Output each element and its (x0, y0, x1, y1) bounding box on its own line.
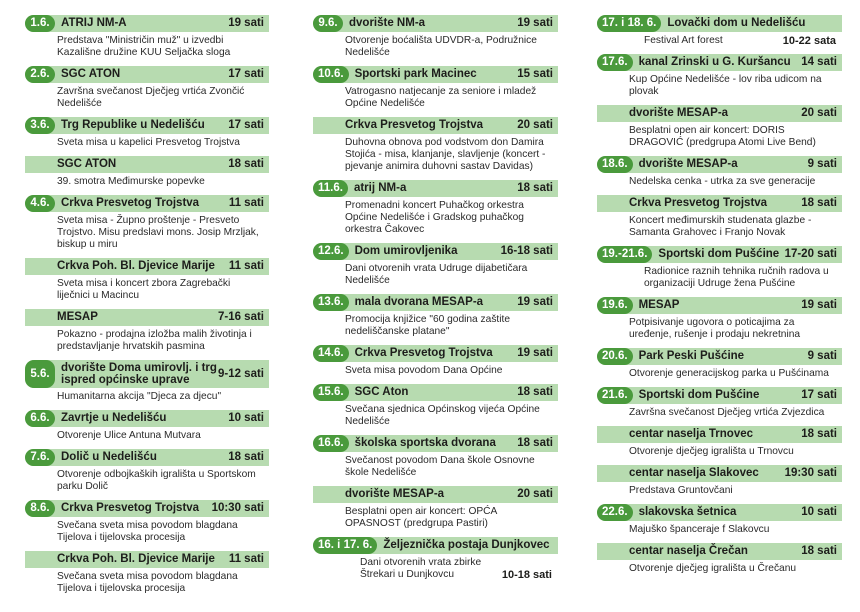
event-location: Crkva Poh. Bl. Djevice Marije (57, 260, 215, 272)
event-entry (313, 435, 558, 481)
event-time: 18 sati (801, 197, 837, 209)
event-entry (313, 66, 558, 112)
event-header (25, 500, 269, 517)
event-header (597, 543, 842, 560)
event-description (25, 427, 269, 444)
event-time: 19 sati (801, 299, 837, 311)
event-description-text: Promenadni koncert Puhačkog orkestra Općine Nedelišće i Gradskog puhačkog orkestra Čakovec (345, 200, 524, 235)
event-description (597, 263, 842, 292)
event-location: ATRIJ NM-A (61, 17, 127, 29)
event-time: 10 sati (801, 506, 837, 518)
event-time: 11 sati (228, 553, 264, 565)
event-header (25, 117, 269, 134)
event-description-text: Završna svečanost Dječjeg vrtića Zvjezdica (629, 407, 825, 418)
event-description (597, 365, 842, 382)
event-time: 19 sati (517, 296, 553, 308)
event-time: 9-12 sati (217, 368, 264, 380)
date-badge: 6.6. (25, 410, 55, 427)
event-description (313, 554, 558, 583)
event-description (25, 275, 269, 304)
event-location: Crkva Presvetog Trojstva (345, 119, 484, 131)
event-description (597, 404, 842, 421)
date-badge: 5.6. (25, 360, 55, 388)
event-location: MESAP (57, 311, 98, 323)
date-badge: 7.6. (25, 449, 55, 466)
event-time: 14 sati (801, 56, 837, 68)
event-description (25, 212, 269, 253)
event-description-text: Predstava Gruntovčani (629, 485, 733, 496)
event-time: 7-16 sati (217, 311, 264, 323)
event-location: Trg Republike u Nedelišću (61, 119, 205, 131)
event-header (25, 66, 269, 83)
event-header (313, 345, 558, 362)
event-header (597, 504, 842, 521)
event-entry (597, 426, 842, 460)
event-description (597, 443, 842, 460)
event-entry (313, 486, 558, 532)
date-badge: 22.6. (597, 504, 633, 521)
event-header (597, 426, 842, 443)
event-entry (597, 156, 842, 190)
event-location: dvorište MESAP-a (345, 488, 445, 500)
event-time: 19 sati (517, 347, 553, 359)
event-description (25, 173, 269, 190)
event-header (597, 105, 842, 122)
event-header (313, 180, 558, 197)
event-description-text: Sveta misa povodom Dana Općine (345, 365, 503, 376)
event-header (25, 15, 269, 32)
event-time: 10-22 sata (782, 35, 836, 47)
event-time: 19 sati (517, 17, 553, 29)
event-header (25, 551, 269, 568)
event-description-text: Duhovna obnova pod vodstvom don Damira Stojića - misa, klanjanje, slavljenje (koncert - pjevanje animira duhovni sastav Davidas) (345, 137, 546, 172)
event-location: SGC Aton (354, 386, 409, 398)
event-entry (25, 500, 269, 546)
event-header (25, 309, 269, 326)
event-time: 9 sati (807, 158, 837, 170)
event-description (313, 32, 558, 61)
event-entry (25, 360, 269, 405)
event-header (597, 54, 842, 71)
event-header (597, 348, 842, 365)
event-entry (25, 117, 269, 151)
event-time: 18 sati (801, 545, 837, 557)
event-time: 19 sati (228, 17, 264, 29)
date-badge: 21.6. (597, 387, 633, 404)
event-entry (25, 195, 269, 253)
event-location: centar naselja Črečan (629, 545, 748, 557)
event-time: 11 sati (228, 197, 264, 209)
event-description-text: Sveta misa u kapelici Presvetog Trojstva (57, 137, 240, 148)
event-description (597, 173, 842, 190)
event-description-text: Otvorenje boćališta UDVDR-a, Podružnice Nedelišće (345, 35, 537, 58)
event-entry (25, 551, 269, 597)
date-badge: 11.6. (313, 180, 348, 197)
date-badge: 16. i 17. 6. (313, 537, 377, 554)
event-location: Sportski park Macinec (354, 68, 477, 80)
event-description-text: Besplatni open air koncert: OPĆA OPASNOST (predgrupa Pastiri) (345, 506, 497, 529)
event-description-text: Završna svečanost Dječjeg vrtića Zvončić Nedelišće (57, 86, 245, 109)
event-entry (25, 410, 269, 444)
event-description-text: Svečana sveta misa povodom blagdana Tijelova i tijelovska procesija (57, 571, 238, 594)
event-header (25, 449, 269, 466)
date-badge: 17.6. (597, 54, 633, 71)
event-entry (25, 66, 269, 112)
event-description-text: Majuško španceraje f Slakovcu (629, 524, 770, 535)
date-badge: 8.6. (25, 500, 55, 517)
event-description (597, 122, 842, 151)
event-location: centar naselja Slakovec (629, 467, 759, 479)
event-description-text: Svečana sveta misa povodom blagdana Tijelova i tijelovska procesija (57, 520, 238, 543)
event-header (313, 435, 558, 452)
event-time: 11 sati (228, 260, 264, 272)
event-description (313, 134, 558, 175)
event-description (25, 83, 269, 112)
event-entry (313, 180, 558, 238)
schedule-column-1 (25, 15, 269, 602)
date-badge: 14.6. (313, 345, 349, 362)
event-entry (597, 54, 842, 100)
event-description (313, 452, 558, 481)
event-description (597, 71, 842, 100)
event-description (25, 517, 269, 546)
event-location: dvorište Doma umirovlj. i trg ispred općinske uprave (61, 362, 217, 386)
event-header (313, 15, 558, 32)
event-time: 18 sati (801, 428, 837, 440)
event-time: 10 sati (228, 412, 264, 424)
event-time: 18 sati (517, 437, 553, 449)
event-entry (313, 15, 558, 61)
event-description-text: Otvorenje dječjeg igrališta u Trnovcu (629, 446, 794, 457)
date-badge: 3.6. (25, 117, 55, 134)
event-description (313, 197, 558, 238)
event-description-text: Dani otvorenih vrata Udruge dijabetičara Nedelišće (345, 263, 528, 286)
event-description-text: Sveta misa i koncert zbora Zagrebački liječnici u Macincu (57, 278, 231, 301)
event-entry (313, 243, 558, 289)
event-description-text: Pokazno - prodajna izložba malih životinja i predstavljanje hrvatskih pasmina (57, 329, 252, 352)
event-header (597, 156, 842, 173)
event-description-text: Radionice raznih tehnika ručnih radova u organizaciji Udruge žena Pušćine (644, 266, 829, 289)
event-description (25, 32, 269, 61)
date-badge: 17. i 18. 6. (597, 15, 661, 32)
event-location: Sportski dom Pušćine (638, 389, 760, 401)
event-entry (597, 543, 842, 577)
schedule-column-3 (597, 15, 842, 582)
date-badge: 15.6. (313, 384, 349, 401)
event-entry (313, 294, 558, 340)
date-badge: 12.6. (313, 243, 349, 260)
event-location: Crkva Presvetog Trojstva (629, 197, 768, 209)
event-time: 20 sati (801, 107, 837, 119)
date-badge: 16.6. (313, 435, 349, 452)
event-description (313, 83, 558, 112)
schedule-column-2 (313, 15, 558, 588)
event-time: 18 sati (228, 451, 264, 463)
event-location: Zavrtje u Nedelišću (61, 412, 167, 424)
event-time: 20 sati (517, 119, 553, 131)
event-entry (597, 195, 842, 241)
event-location: kanal Zrinski u G. Kuršancu (638, 56, 791, 68)
event-description-text: Vatrogasno natjecanje za seniore i mladež Općine Nedelišće (345, 86, 537, 109)
event-header (313, 243, 558, 260)
event-location: Željeznička postaja Dunjkovec (383, 539, 550, 551)
event-entry (25, 15, 269, 61)
event-header (25, 410, 269, 427)
event-description (25, 568, 269, 597)
event-header (313, 117, 558, 134)
date-badge: 4.6. (25, 195, 55, 212)
event-location: Crkva Poh. Bl. Djevice Marije (57, 553, 215, 565)
event-entry (313, 537, 558, 583)
event-header (597, 15, 842, 32)
event-description-text: Otvorenje dječjeg igrališta u Črečanu (629, 563, 797, 574)
event-description-text: Nedelska cenka - utrka za sve generacije (629, 176, 816, 187)
date-badge: 10.6. (313, 66, 349, 83)
event-description (25, 388, 269, 405)
event-description-text: Koncert međimurskih studenata glazbe - Samanta Grahovec i Franjo Novak (629, 215, 812, 238)
event-description-text: 39. smotra Međimurske popevke (57, 176, 205, 187)
event-time: 18 sati (228, 158, 264, 170)
date-badge: 19.-21.6. (597, 246, 652, 263)
event-description (313, 260, 558, 289)
event-entry (597, 465, 842, 499)
event-location: Dolič u Nedelišću (61, 451, 157, 463)
event-time: 17 sati (801, 389, 837, 401)
event-entry (25, 449, 269, 495)
event-header (25, 156, 269, 173)
event-location: MESAP (638, 299, 680, 311)
event-time: 9 sati (807, 350, 837, 362)
event-description-text: Predstava "Ministričin muž" u izvedbi Kazališne družine KUU Seljačka sloga (57, 35, 231, 58)
event-entry (313, 384, 558, 430)
event-entry (25, 156, 269, 190)
event-description-text: Sveta misa - Župno proštenje - Presveto Trojstvo. Misu predslavi mons. Josip Mrzljak, biskup u miru (57, 215, 259, 250)
event-description-text: Potpisivanje ugovora o poticajima za uređenje, rušenje i prodaju nekretnina (629, 317, 801, 340)
event-description-text: Svečanost povodom Dana škole Osnovne škole Nedelišće (345, 455, 535, 478)
event-entry (25, 309, 269, 355)
event-time: 20 sati (517, 488, 553, 500)
date-badge: 19.6. (597, 297, 633, 314)
event-time: 10-18 sati (501, 569, 552, 581)
event-description-text: Besplatni open air koncert: DORIS DRAGOVIĆ (predgrupa Atomi Live Bend) (629, 125, 816, 148)
event-description (25, 466, 269, 495)
event-description (597, 314, 842, 343)
event-time: 15 sati (517, 68, 553, 80)
date-badge: 18.6. (597, 156, 633, 173)
event-header (25, 360, 269, 388)
event-location: dvorište NM-a (349, 17, 426, 29)
event-header (313, 486, 558, 503)
event-time: 18 sati (517, 182, 553, 194)
event-entry (597, 246, 842, 292)
event-description-text: Dani otvorenih vrata zbirke Štrekari u Dunjkovcu (360, 557, 482, 580)
date-badge: 13.6. (313, 294, 349, 311)
event-location: SGC ATON (61, 68, 121, 80)
event-location: dvorište MESAP-a (629, 107, 729, 119)
event-location: mala dvorana MESAP-a (354, 296, 484, 308)
event-time: 19:30 sati (784, 467, 837, 479)
date-badge: 1.6. (25, 15, 55, 32)
event-description-text: Otvorenje Ulice Antuna Mutvara (57, 430, 201, 441)
event-description (313, 503, 558, 532)
event-description-text: Promocija knjižice "60 godina zaštite nedeliščanske platane" (345, 314, 510, 337)
event-header (597, 465, 842, 482)
event-description (597, 212, 842, 241)
event-description (25, 134, 269, 151)
event-header (25, 258, 269, 275)
event-header (313, 537, 558, 554)
event-location: Sportski dom Pušćine (658, 248, 780, 260)
event-location: Lovački dom u Nedelišću (667, 17, 806, 29)
event-time: 10:30 sati (211, 502, 264, 514)
event-description (313, 311, 558, 340)
event-description (313, 401, 558, 430)
event-entry (597, 504, 842, 538)
event-header (597, 195, 842, 212)
event-description (597, 32, 842, 49)
event-location: školska sportska dvorana (354, 437, 496, 449)
date-badge: 9.6. (313, 15, 343, 32)
event-description (597, 482, 842, 499)
event-time: 18 sati (517, 386, 553, 398)
event-entry (597, 297, 842, 343)
event-header (313, 384, 558, 401)
event-entry (597, 105, 842, 151)
event-description (597, 521, 842, 538)
event-location: atrij NM-a (353, 182, 407, 194)
event-description-text: Humanitarna akcija "Djeca za djecu" (57, 391, 222, 402)
event-header (597, 246, 842, 263)
event-header (313, 294, 558, 311)
event-location: slakovska šetnica (638, 506, 737, 518)
event-location: Park Peski Pušćine (638, 350, 745, 362)
event-entry (597, 348, 842, 382)
event-entry (25, 258, 269, 304)
event-location: centar naselja Trnovec (629, 428, 754, 440)
event-location: Crkva Presvetog Trojstva (354, 347, 493, 359)
event-location: Crkva Presvetog Trojstva (61, 197, 200, 209)
event-description-text: Otvorenje generacijskog parka u Pušćinama (629, 368, 829, 379)
event-entry (597, 387, 842, 421)
event-description (597, 560, 842, 577)
event-entry (313, 117, 558, 175)
event-time: 16-18 sati (500, 245, 553, 257)
event-description-text: Svečana sjednica Općinskog vijeća Općine Nedelišće (345, 404, 540, 427)
event-header (313, 66, 558, 83)
event-description-text: Otvorenje odbojkaških igrališta u Sportskom parku Dolič (57, 469, 256, 492)
event-description-text: Kup Općine Nedelišće - lov riba udicom na plovak (629, 74, 822, 97)
event-time: 17-20 sati (784, 248, 837, 260)
event-description-text: Festival Art forest (644, 35, 723, 46)
event-location: SGC ATON (57, 158, 117, 170)
event-header (597, 297, 842, 314)
event-description (25, 326, 269, 355)
event-description (313, 362, 558, 379)
event-location: dvorište MESAP-a (638, 158, 738, 170)
date-badge: 20.6. (597, 348, 633, 365)
event-header (597, 387, 842, 404)
event-entry (313, 345, 558, 379)
date-badge: 2.6. (25, 66, 55, 83)
event-header (25, 195, 269, 212)
event-entry (597, 15, 842, 49)
event-location: Crkva Presvetog Trojstva (61, 502, 200, 514)
event-location: Dom umirovljenika (354, 245, 458, 257)
event-time: 17 sati (228, 119, 264, 131)
event-time: 17 sati (228, 68, 264, 80)
